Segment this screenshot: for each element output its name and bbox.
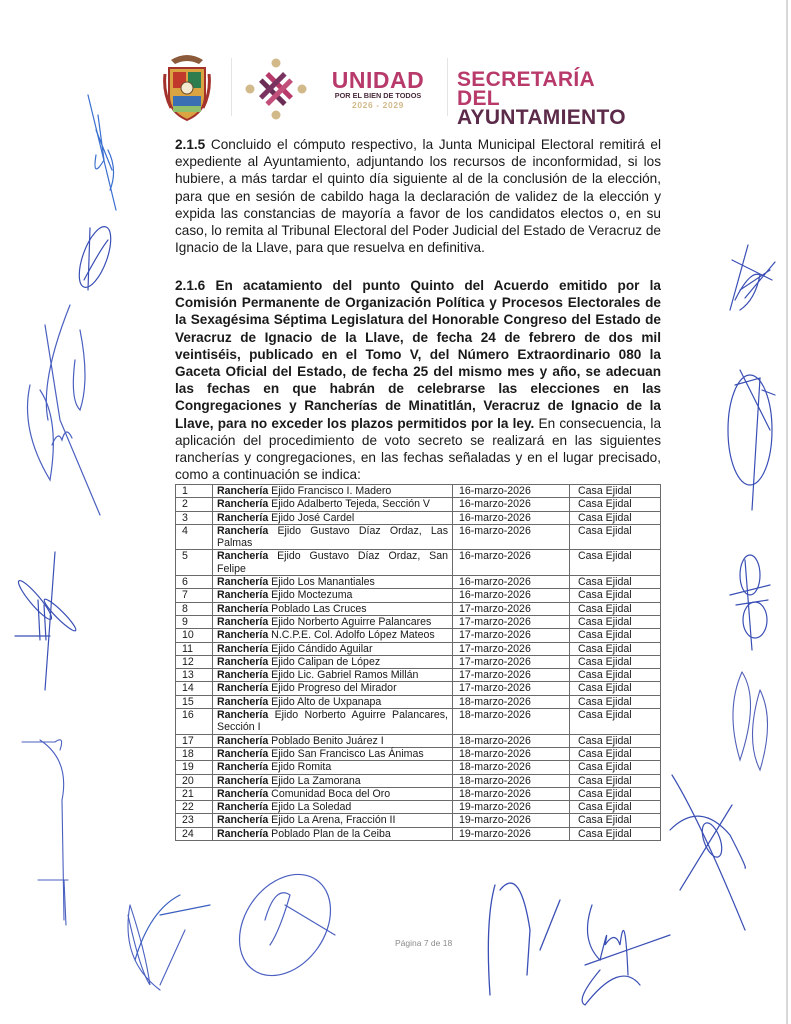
locality-cell xyxy=(213,695,453,708)
locality-cell xyxy=(213,550,453,576)
table-row xyxy=(176,734,661,747)
venue-cell: Casa Ejidal xyxy=(570,774,661,787)
locality-name: Ejido José Cardel xyxy=(268,511,355,524)
row-number: 8 xyxy=(176,602,213,615)
signature-icon xyxy=(22,740,68,925)
election-date: 18-marzo-2026 xyxy=(453,787,570,800)
venue-cell: Casa Ejidal xyxy=(570,629,661,642)
venue-cell: Casa Ejidal xyxy=(570,485,661,498)
locality-type: Ranchería xyxy=(217,498,269,511)
venue-cell: Casa Ejidal xyxy=(570,695,661,708)
department-line-1: SECRETARÍA DEL xyxy=(457,68,595,110)
election-date: 17-marzo-2026 xyxy=(453,669,570,682)
locality-type: Ranchería xyxy=(217,801,269,814)
divider xyxy=(447,58,448,116)
locality-name: Ejido Adalberto Tejeda, Sección V xyxy=(268,498,430,511)
locality-cell xyxy=(213,669,453,682)
locality-type: Ranchería xyxy=(217,576,269,589)
signature-icon xyxy=(73,223,117,291)
signature-icon xyxy=(728,370,775,510)
locality-type: Ranchería xyxy=(217,524,269,537)
venue-cell: Casa Ejidal xyxy=(570,787,661,800)
election-date: 17-marzo-2026 xyxy=(453,655,570,668)
table-row xyxy=(176,827,661,840)
locality-cell xyxy=(213,589,453,602)
row-number: 2 xyxy=(176,498,213,511)
venue-cell: Casa Ejidal xyxy=(570,761,661,774)
section-text: Concluido el cómputo respectivo, la Junta Municipal Electoral remitirá el expediente al Ayuntamiento, adjuntando los recursos de inconformidad, si los hubiere, a más tardar el quinto día siguiente al de la conclusión de la elección, para que en sesión de cabildo haga la declaración de validez de la elección y expida las constancias de mayoría a favor de los candidatos electos o, en su caso, lo remita al Tribunal Electoral del Poder Judicial del Estado de Veracruz de Ignacio de la Llave, para que resuelva en definitiva. xyxy=(175,137,661,256)
locality-type: Ranchería xyxy=(217,787,269,800)
table-row xyxy=(176,498,661,511)
table-row xyxy=(176,801,661,814)
department-name xyxy=(457,70,643,127)
letterhead xyxy=(163,52,643,129)
election-date: 17-marzo-2026 xyxy=(453,682,570,695)
locality-cell xyxy=(213,485,453,498)
locality-type: Ranchería xyxy=(217,814,269,827)
locality-name: Ejido Norberto Aguirre Palancares, Sección I xyxy=(217,709,448,734)
row-number: 11 xyxy=(176,642,213,655)
locality-type: Ranchería xyxy=(217,827,269,840)
table-row xyxy=(176,589,661,602)
row-number: 21 xyxy=(176,787,213,800)
locality-cell xyxy=(213,642,453,655)
table-row xyxy=(176,485,661,498)
row-number: 14 xyxy=(176,682,213,695)
table-row xyxy=(176,602,661,615)
election-date: 16-marzo-2026 xyxy=(453,576,570,589)
table-row xyxy=(176,642,661,655)
locality-name: Ejido La Soledad xyxy=(268,801,352,814)
row-number: 15 xyxy=(176,695,213,708)
locality-type: Ranchería xyxy=(217,550,269,563)
table-row xyxy=(176,576,661,589)
row-number: 18 xyxy=(176,747,213,760)
locality-type: Ranchería xyxy=(217,695,269,708)
row-number: 12 xyxy=(176,655,213,668)
venue-cell: Casa Ejidal xyxy=(570,655,661,668)
locality-cell xyxy=(213,709,453,735)
row-number: 22 xyxy=(176,801,213,814)
unidad-years: 2026 - 2029 xyxy=(352,100,404,110)
table-row xyxy=(176,761,661,774)
locality-cell xyxy=(213,655,453,668)
venue-cell: Casa Ejidal xyxy=(570,669,661,682)
row-number: 5 xyxy=(176,550,213,576)
signature-icon xyxy=(15,552,78,690)
election-date: 17-marzo-2026 xyxy=(453,615,570,628)
row-number: 23 xyxy=(176,814,213,827)
unidad-logo-icon xyxy=(245,58,307,120)
locality-type: Ranchería xyxy=(217,589,269,602)
locality-type: Ranchería xyxy=(217,655,269,668)
locality-name: Ejido Romita xyxy=(268,761,332,774)
locality-name: Ejido Cándido Aguilar xyxy=(268,642,373,655)
table-row xyxy=(176,787,661,800)
election-date: 17-marzo-2026 xyxy=(453,642,570,655)
section-bold-text: 2.1.6 En acatamiento del punto Quinto del Acuerdo emitido por la Comisión Permanente de Organización Política y Procesos Electorales de la Sexagésima Séptima Legislatura del Honorable Congreso del Estado de Veracruz de Ignacio de la Llave, de fecha 24 de febrero de dos mil veintiséis, publicado en el Tomo V, del Número Extraordinario 080 la Gaceta Oficial del Estado, de fecha 25 del mismo mes y año, se adecuan las fechas en que habrán de celebrarse las elecciones en las Congregaciones y Rancherías de Minatitlán, Veracruz de Ignacio de la Llave, para no exceder los plazos permitidos por la ley. xyxy=(175,278,661,431)
unidad-title: UNIDAD xyxy=(331,67,425,93)
venue-cell: Casa Ejidal xyxy=(570,524,661,550)
locality-type: Ranchería xyxy=(217,709,269,722)
locality-type: Ranchería xyxy=(217,511,269,524)
row-number: 16 xyxy=(176,709,213,735)
locality-name: Ejido Calipan de López xyxy=(268,655,381,668)
locality-type: Ranchería xyxy=(217,761,269,774)
locality-name: Ejido Progreso del Mirador xyxy=(268,682,397,695)
signature-icon xyxy=(733,672,768,770)
row-number: 17 xyxy=(176,734,213,747)
unidad-subtitle: POR EL BIEN DE TODOS xyxy=(334,91,422,100)
table-row xyxy=(176,655,661,668)
locality-name: Ejido Los Manantiales xyxy=(268,576,375,589)
venue-cell: Casa Ejidal xyxy=(570,801,661,814)
table-row xyxy=(176,550,661,576)
locality-cell xyxy=(213,814,453,827)
signature-icon xyxy=(88,95,116,210)
locality-cell xyxy=(213,801,453,814)
row-number: 19 xyxy=(176,761,213,774)
election-date: 19-marzo-2026 xyxy=(453,814,570,827)
row-number: 13 xyxy=(176,669,213,682)
locality-type: Ranchería xyxy=(217,615,269,628)
election-date: 16-marzo-2026 xyxy=(453,511,570,524)
venue-cell: Casa Ejidal xyxy=(570,682,661,695)
locality-cell xyxy=(213,602,453,615)
election-date: 17-marzo-2026 xyxy=(453,602,570,615)
signature-icon xyxy=(730,245,775,310)
locality-cell xyxy=(213,747,453,760)
election-date: 16-marzo-2026 xyxy=(453,485,570,498)
signature-icon xyxy=(582,905,670,1005)
locality-cell xyxy=(213,629,453,642)
row-number: 6 xyxy=(176,576,213,589)
locality-name: Ejido Norberto Aguirre Palancares xyxy=(268,615,432,628)
page-edge xyxy=(786,0,788,1024)
signature-icon xyxy=(128,905,185,990)
row-number: 9 xyxy=(176,615,213,628)
venue-cell: Casa Ejidal xyxy=(570,589,661,602)
locality-type: Ranchería xyxy=(217,669,269,682)
locality-name: Ejido Gustavo Díaz Ordaz, San Felipe xyxy=(217,550,448,575)
row-number: 10 xyxy=(176,629,213,642)
venue-cell: Casa Ejidal xyxy=(570,550,661,576)
venue-cell: Casa Ejidal xyxy=(570,734,661,747)
locality-name: Ejido Moctezuma xyxy=(268,589,353,602)
signature-icon xyxy=(28,305,101,515)
election-date: 16-marzo-2026 xyxy=(453,498,570,511)
locality-name: Ejido Gustavo Díaz Ordaz, Las Palmas xyxy=(217,524,448,550)
row-number: 24 xyxy=(176,827,213,840)
locality-cell xyxy=(213,734,453,747)
signature-icon xyxy=(488,883,560,995)
signature-icon xyxy=(670,775,745,930)
table-row xyxy=(176,669,661,682)
table-row xyxy=(176,709,661,735)
table-row xyxy=(176,747,661,760)
section-number: 2.1.5 xyxy=(175,137,206,152)
locality-name: Ejido Alto de Uxpanapa xyxy=(268,695,382,708)
election-schedule-table xyxy=(175,484,661,841)
election-date: 18-marzo-2026 xyxy=(453,709,570,735)
department-line-2: AYUNTAMIENTO xyxy=(457,106,626,129)
row-number: 3 xyxy=(176,511,213,524)
table-row xyxy=(176,774,661,787)
locality-type: Ranchería xyxy=(217,734,269,747)
divider xyxy=(231,58,232,116)
locality-cell xyxy=(213,511,453,524)
signature-icon xyxy=(135,895,210,960)
venue-cell: Casa Ejidal xyxy=(570,602,661,615)
election-date: 18-marzo-2026 xyxy=(453,747,570,760)
table-row xyxy=(176,814,661,827)
election-date: 18-marzo-2026 xyxy=(453,761,570,774)
unidad-wordmark xyxy=(318,69,438,111)
locality-name: Ejido Francisco I. Madero xyxy=(268,485,392,497)
election-date: 16-marzo-2026 xyxy=(453,524,570,550)
locality-name: Comunidad Boca del Oro xyxy=(268,787,391,800)
election-date: 18-marzo-2026 xyxy=(453,734,570,747)
venue-cell: Casa Ejidal xyxy=(570,576,661,589)
election-date: 16-marzo-2026 xyxy=(453,589,570,602)
table-row xyxy=(176,524,661,550)
venue-cell: Casa Ejidal xyxy=(570,827,661,840)
table-row xyxy=(176,629,661,642)
signature-icon xyxy=(730,555,770,650)
signature-icon xyxy=(221,857,350,993)
municipal-coat-of-arms-icon xyxy=(163,52,211,122)
locality-name: Poblado Las Cruces xyxy=(268,602,367,615)
election-date: 19-marzo-2026 xyxy=(453,801,570,814)
locality-cell xyxy=(213,682,453,695)
election-date: 19-marzo-2026 xyxy=(453,827,570,840)
table-row xyxy=(176,695,661,708)
row-number: 20 xyxy=(176,774,213,787)
locality-cell xyxy=(213,827,453,840)
venue-cell: Casa Ejidal xyxy=(570,747,661,760)
venue-cell: Casa Ejidal xyxy=(570,814,661,827)
locality-name: Ejido La Arena, Fracción II xyxy=(268,814,396,827)
venue-cell: Casa Ejidal xyxy=(570,511,661,524)
section-2-1-6 xyxy=(175,277,661,483)
venue-cell: Casa Ejidal xyxy=(570,709,661,735)
table-row xyxy=(176,615,661,628)
locality-cell xyxy=(213,498,453,511)
table-row xyxy=(176,682,661,695)
locality-cell xyxy=(213,576,453,589)
row-number: 1 xyxy=(176,485,213,498)
section-2-1-5 xyxy=(175,136,661,256)
page-number: Página 7 de 18 xyxy=(395,938,453,948)
locality-type: Ranchería xyxy=(217,682,269,695)
venue-cell: Casa Ejidal xyxy=(570,498,661,511)
venue-cell: Casa Ejidal xyxy=(570,615,661,628)
locality-cell xyxy=(213,524,453,550)
locality-name: Poblado Benito Juárez I xyxy=(268,734,384,747)
locality-cell xyxy=(213,774,453,787)
election-date: 18-marzo-2026 xyxy=(453,774,570,787)
locality-name: N.C.P.E. Col. Adolfo López Mateos xyxy=(268,629,435,642)
locality-type: Ranchería xyxy=(217,642,269,655)
locality-type: Ranchería xyxy=(217,629,269,642)
venue-cell: Casa Ejidal xyxy=(570,642,661,655)
locality-type: Ranchería xyxy=(217,602,269,615)
row-number: 7 xyxy=(176,589,213,602)
row-number: 4 xyxy=(176,524,213,550)
locality-type: Ranchería xyxy=(217,747,269,760)
election-date: 17-marzo-2026 xyxy=(453,629,570,642)
section-text: En consecuencia, la aplicación del procedimiento de voto secreto se realizará en las siguientes rancherías y congregaciones, en las fechas señaladas y en el lugar precisado, como a continuación se indica: xyxy=(175,415,661,483)
locality-name: Ejido Lic. Gabriel Ramos Millán xyxy=(268,669,419,682)
locality-name: Ejido San Francisco Las Ánimas xyxy=(268,747,424,760)
locality-cell xyxy=(213,761,453,774)
election-date: 16-marzo-2026 xyxy=(453,550,570,576)
locality-name: Poblado Plan de la Ceiba xyxy=(268,827,391,840)
locality-type: Ranchería xyxy=(217,485,269,497)
locality-name: Ejido La Zamorana xyxy=(268,774,361,787)
election-date: 18-marzo-2026 xyxy=(453,695,570,708)
locality-type: Ranchería xyxy=(217,774,269,787)
table-row xyxy=(176,511,661,524)
locality-cell xyxy=(213,787,453,800)
locality-cell xyxy=(213,615,453,628)
